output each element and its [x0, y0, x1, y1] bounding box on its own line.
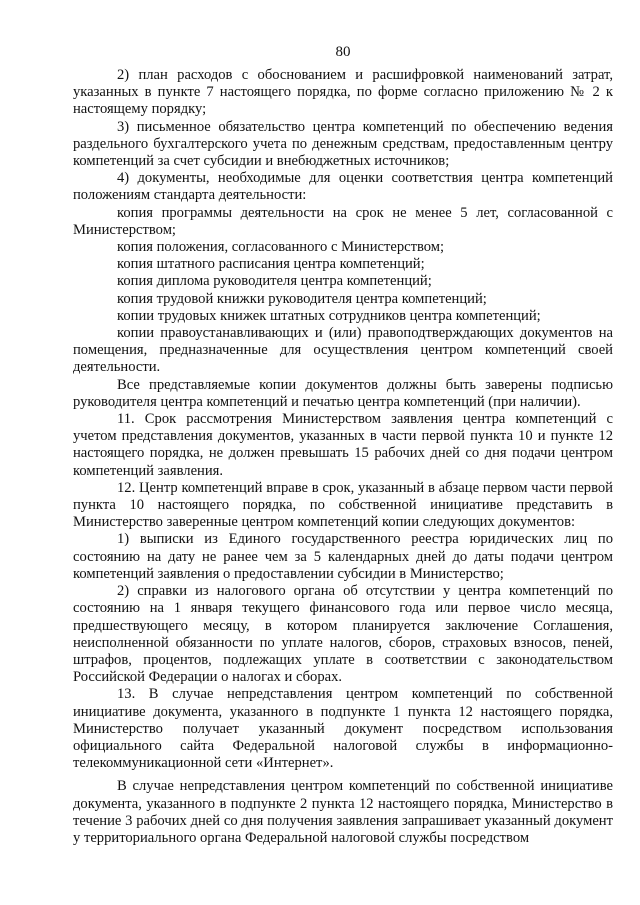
paragraph-obyazatelstvo: 3) письменное обязательство центра компетенций по обеспечению ведения раздельного бухгалтерского учета по денежным средствам, предоставленным центру компетенций за счет субсидии и внебюджетных источников; — [73, 118, 613, 170]
paragraph-13: 13. В случае непредставления центром компетенций по собственной инициативе документа, указанного в подпункте 1 пункта 12 настоящего порядка, Министерство получает указанный документ посредством использования официального сайта Федеральной налоговой службы в информационно-телекоммуникационной сети «Интернет». — [73, 686, 613, 772]
paragraph-13-continued: В случае непредставления центром компетенций по собственной инициативе документа, указанного в подпункте 2 пункта 12 настоящего порядка, Министерство в течение 3 рабочих дней со дня получения заявления запрашивает указанный документ у территориального органа Федеральной налоговой службы посредством — [73, 778, 613, 846]
paragraph-12-2: 2) справки из налогового органа об отсутствии у центра компетенций по состоянию на 1 января текущего финансового года или первое число месяца, предшествующего месяцу, в котором планируется заключение Соглашения, неисполненной обязанности по уплате налогов, сборов, страховых взносов, пеней, штрафов, процентов, подлежащих уплате в соответствии с законодательством Российской Федерации о налогах и сборах. — [73, 583, 613, 686]
paragraph-plan-raskhodov: 2) план расходов с обоснованием и расшифровкой наименований затрат, указанных в пункте 7 настоящего порядка, по форме согласно приложению № 2 к настоящему порядку; — [73, 67, 613, 118]
list-item-trudovaya-knizhka: копия трудовой книжки руководителя центра компетенций; — [117, 290, 487, 307]
paragraph-12-1: 1) выписки из Единого государственного реестра юридических лиц по состоянию на дату не ранее чем за 5 календарных дней до даты подачи центром компетенций заявления о предоставлении субсидии в Министерство; — [73, 531, 613, 582]
page-number: 80 — [335, 44, 351, 60]
list-item-trudovye-knizhki: копии трудовых книжек штатных сотрудников центра компетенций; — [117, 307, 541, 324]
document-body — [73, 67, 613, 847]
paragraph-dokumenty: 4) документы, необходимые для оценки соответствия центра компетенций положениям стандарта деятельности: — [73, 170, 613, 204]
list-item-diplom: копия диплома руководителя центра компетенций; — [117, 273, 432, 290]
list-item-shtatnoe-raspisanie: копия штатного расписания центра компетенций; — [117, 256, 425, 273]
paragraph-zaverenie: Все представляемые копии документов должны быть заверены подписью руководителя центра компетенций и печатью центра компетенций (при наличии). — [73, 376, 613, 410]
paragraph-11: 11. Срок рассмотрения Министерством заявления центра компетенций с учетом представления документов, указанных в части первой пункта 10 и пункте 12 настоящего порядка, не должен превышать 15 рабочих дней со дня подачи центром компетенций заявления. — [73, 411, 613, 479]
list-item-programma: копия программы деятельности на срок не менее 5 лет, согласованной с Министерством; — [73, 204, 613, 238]
list-item-pravoustanavlivayushchie: копии правоустанавливающих и (или) правоподтверждающих документов на помещения, предназначенные для осуществления центром компетенций своей деятельности. — [73, 325, 613, 376]
list-item-polozhenie: копия положения, согласованного с Министерством; — [117, 239, 445, 256]
paragraph-12: 12. Центр компетенций вправе в срок, указанный в абзаце первом части первой пункта 10 настоящего порядка, по собственной инициативе представить в Министерство заверенные центром компетенций копии следующих документов: — [73, 479, 613, 531]
